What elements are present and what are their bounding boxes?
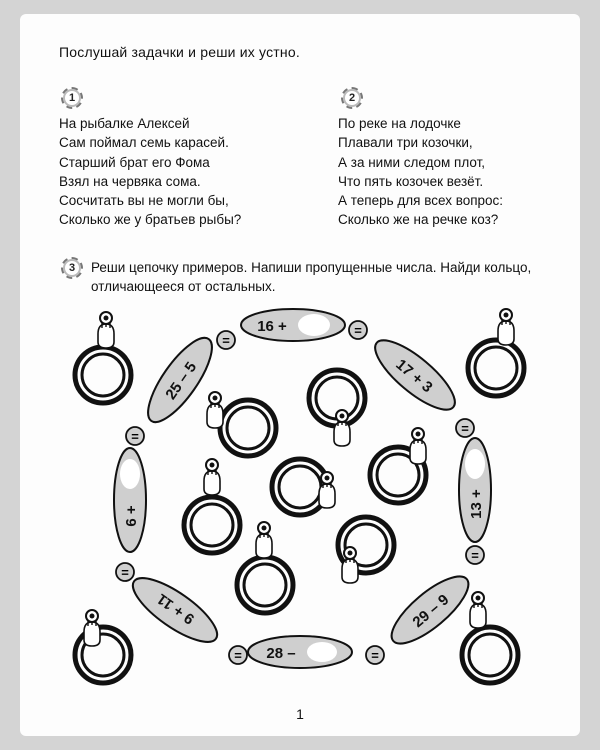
task-3-badge: 3 <box>61 257 83 279</box>
task-2-badge: 2 <box>341 87 363 109</box>
expression-right: 13 + <box>468 489 485 519</box>
poem-line: Старший брат его Фома <box>59 154 210 170</box>
equals-sign: = <box>222 333 230 348</box>
equals-connector <box>217 331 235 349</box>
poem-line: Сколько же у братьев рыбы? <box>59 212 242 228</box>
poem-line: Сам поймал семь карасей. <box>59 135 229 151</box>
chain-oval-left <box>114 448 146 552</box>
chain-oval-bottom <box>248 636 352 668</box>
equals-connector <box>349 321 367 339</box>
expression-top: 16 + <box>257 318 287 335</box>
equals-connector <box>366 646 384 664</box>
equals-sign: = <box>461 421 469 436</box>
poem-line: Что пять козочек везёт. <box>338 173 484 189</box>
equals-connector <box>456 419 474 437</box>
equals-connector <box>116 563 134 581</box>
expression-top-left: 25 – 5 <box>162 358 201 403</box>
task-3-instruction: Реши цепочку примеров. Напиши пропущенные числа. Найди кольцо, отличающееся от остальных. <box>91 260 532 294</box>
ring-inner <box>237 522 293 613</box>
ring-inner <box>309 370 365 446</box>
chain-oval-right <box>459 438 491 542</box>
poem-line: На рыбалке Алексей <box>59 116 190 131</box>
chain-oval-top-right <box>366 330 464 420</box>
ring-corner-bottom-left <box>75 610 131 683</box>
poem-line: По реке на лодочке <box>338 116 461 131</box>
expression-bottom-right: 29 – 9 <box>409 591 453 632</box>
ring-corner-top-left <box>75 312 131 403</box>
ring-inner <box>338 517 394 583</box>
poem-line: Плавали три козочки, <box>338 135 473 151</box>
ring-inner <box>207 392 276 456</box>
expression-bottom: 28 – <box>266 645 296 662</box>
chain-oval-bottom-left <box>124 567 225 652</box>
ring-corner-bottom-right <box>462 592 518 683</box>
equals-sign: = <box>234 648 242 663</box>
expression-left: 6 + <box>123 505 140 527</box>
expression-bottom-left: 9 + 11 <box>154 589 198 628</box>
poem-line: А теперь для всех вопрос: <box>338 193 504 209</box>
equals-sign: = <box>354 323 362 338</box>
equals-sign: = <box>471 548 479 563</box>
page-title: Послушай задачки и реши их устно. <box>59 44 300 60</box>
poem-line: Сосчитать вы не могли бы, <box>59 193 229 209</box>
expression-top-right: 17 + 3 <box>392 356 436 397</box>
equals-sign: = <box>131 429 139 444</box>
chain-oval-top <box>241 309 345 341</box>
page-number: 1 <box>296 706 304 722</box>
equals-sign: = <box>121 565 129 580</box>
equals-sign: = <box>371 648 379 663</box>
equals-connector <box>466 546 484 564</box>
poem-line: Сколько же на речке коз? <box>338 212 499 228</box>
poem-line: А за ними следом плот, <box>338 154 486 170</box>
ring-inner <box>184 459 240 553</box>
poem-line: Взял на червяка сома. <box>59 173 201 189</box>
ring-corner-top-right <box>468 309 524 396</box>
ring-inner <box>272 459 335 515</box>
equals-connector <box>229 646 247 664</box>
task-1-badge: 1 <box>61 87 83 109</box>
ring-inner <box>370 428 426 503</box>
equals-connector <box>126 427 144 445</box>
